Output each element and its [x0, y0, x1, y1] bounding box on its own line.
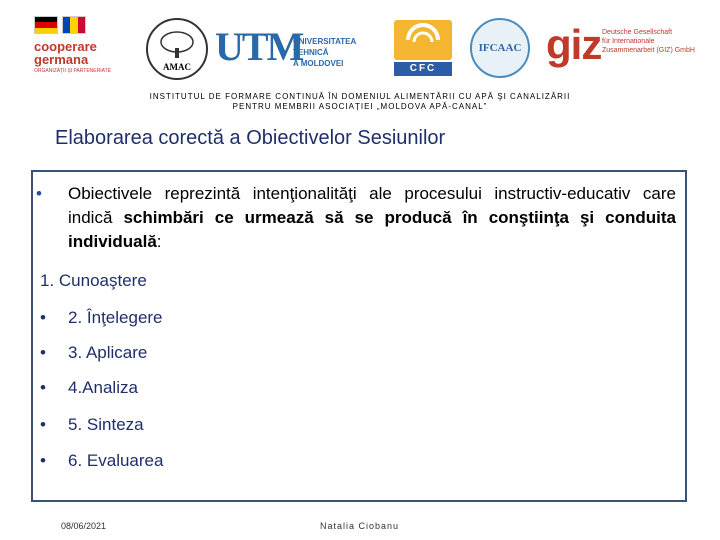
footer-date: 08/06/2021 [61, 521, 107, 531]
utm-mark: UTM [215, 24, 303, 69]
intro-text: Obiectivele reprezintă intenţionalităţi ale procesului instructiv-educativ care indică [68, 184, 676, 227]
footer-author: Natalia Ciobanu [320, 521, 400, 531]
cooperare-germana-logo [34, 16, 130, 82]
bullet-icon: • [36, 184, 42, 203]
institute-line2: PENTRU MEMBRII ASOCIAȚIEI „MOLDOVA APĂ-CANAL” [232, 102, 488, 111]
list-item-label: 6. Evaluarea [68, 451, 164, 470]
utm-line2: A MOLDOVEI [293, 59, 344, 68]
germany-flag-icon [34, 16, 58, 34]
list-item [40, 451, 163, 471]
list-item-label: 5. Sinteza [68, 415, 144, 434]
institute-line1: INSTITUTUL DE FORMARE CONTINUĂ ÎN DOMENIUL ALIMENTĂRII CU APĂ ŞI CANALIZĂRII [149, 92, 571, 101]
giz-logo [546, 22, 706, 74]
list-item-label: 4.Analiza [68, 378, 138, 397]
moldova-flag-icon [62, 16, 86, 34]
cfc-text: CFC [394, 62, 452, 76]
amac-text: AMAC [163, 62, 191, 72]
giz-line2: für Internationale [602, 38, 655, 45]
germana-text: germana [34, 52, 89, 67]
list-item-label: 2. Înţelegere [68, 308, 163, 327]
giz-line3: Zusammenarbeit (GIZ) GmbH [602, 47, 695, 54]
list-item-cunoastere: 1. Cunoaştere [40, 271, 147, 290]
giz-mark: giz [546, 21, 602, 68]
ifcaac-logo [470, 18, 530, 78]
intro-paragraph [36, 182, 676, 254]
cooperare-subtext: ORGANIZAȚII ȘI PARTENERIATE [34, 68, 111, 74]
list-item [40, 415, 144, 435]
list-item [40, 343, 147, 363]
intro-end: : [156, 232, 162, 251]
cfc-wave-icon [394, 20, 452, 60]
utm-line1: UNIVERSITATEA TEHNICĂ [293, 37, 356, 57]
list-item [40, 308, 163, 328]
cfc-logo [394, 20, 452, 76]
slide-title: Elaborarea corectă a Obiectivelor Sesiunilor [55, 127, 446, 149]
bullet-icon: • [40, 378, 46, 397]
bullet-icon: • [40, 415, 46, 434]
amac-logo [146, 18, 208, 80]
list-item [40, 378, 138, 398]
ifcaac-text: IFCAAC [478, 42, 522, 54]
intro-bold-text: schimbări ce urmează să se producă în conştiinţa şi conduita individuală [68, 208, 676, 251]
bullet-icon: • [40, 343, 46, 362]
list-item-label: 3. Aplicare [68, 343, 148, 362]
utm-logo [215, 20, 365, 76]
giz-line1: Deutsche Gesellschaft [602, 29, 673, 36]
institute-heading [0, 92, 720, 112]
bullet-icon: • [40, 308, 46, 327]
bullet-icon: • [40, 451, 46, 470]
cooperare-text: cooperare [34, 39, 97, 54]
tree-icon [157, 30, 197, 60]
logo-bar [0, 8, 720, 86]
